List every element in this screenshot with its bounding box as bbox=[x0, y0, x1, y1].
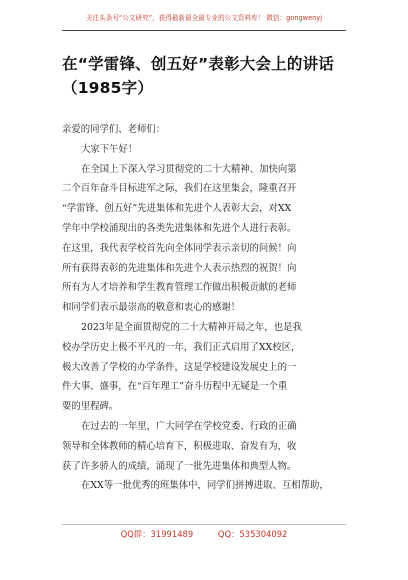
title-line: 在“学雷锋、创五好”表彰大会上的讲话 bbox=[62, 55, 334, 73]
paragraph-line: 件大事、盛事，在“百年理工”奋斗历程中无疑是一个重 bbox=[62, 381, 288, 393]
footer-divider bbox=[62, 524, 346, 525]
paragraph-line: 在这里，我代表学校首先向全体同学表示亲切的问候！向 bbox=[62, 242, 297, 254]
paragraph-line: 所有获得表彰的先进集体和先进个人表示热烈的祝贺！向 bbox=[62, 262, 297, 274]
title-word-count: （1985字） bbox=[62, 79, 154, 97]
paragraph-line: 在XX等一批优秀的班集体中，同学们拼搏进取、互相帮助， bbox=[81, 480, 329, 492]
footer-qq-group: QQ群：31991489 bbox=[120, 529, 194, 539]
paragraph-line: “学雷锋、创五好”先进集体和先进个人表彰大会，对XX bbox=[62, 203, 292, 215]
paragraph-line: 所有为人才培养和学生教育管理工作做出积极贡献的老师 bbox=[62, 282, 297, 294]
footer-qq: QQ：535304092 bbox=[217, 529, 288, 539]
paragraph-line: 学年中学校涌现出的各类先进集体和先进个人进行表彰。 bbox=[62, 222, 297, 234]
paragraph-line: 校办学历史上极不平凡的一年，我们正式启用了XX校区， bbox=[62, 341, 301, 353]
paragraph-line: 极大改善了学校的办学条件，这是学校建设发展史上的一 bbox=[62, 361, 297, 373]
header-banner: 关注头条号“公文研究”，获得最新最全最专业的公文资料库！ 微信：gongwenyj bbox=[85, 14, 323, 22]
salutation: 亲爱的同学们、老师们： bbox=[62, 124, 166, 135]
paragraph-line: 在全国上下深入学习贯彻党的二十大精神、加快向第 bbox=[81, 163, 297, 175]
header-divider bbox=[62, 30, 346, 31]
paragraph-line: 二个百年奋斗目标进军之际，我们在这里集会，隆重召开 bbox=[62, 183, 297, 195]
paragraph-line: 要的里程碑。 bbox=[62, 401, 119, 413]
paragraph-line: 领导和全体教师的精心培育下，积极进取、奋发有为，收 bbox=[62, 440, 297, 452]
paragraph-line: 获了许多骄人的成绩，涌现了一批先进集体和典型人物。 bbox=[62, 460, 297, 472]
footer bbox=[0, 528, 408, 540]
paragraph-line: 大家下午好！ bbox=[81, 143, 138, 155]
paragraph-line: 和同学们表示最崇高的敬意和衷心的感谢！ bbox=[62, 302, 241, 314]
paragraph-line: 在过去的一年里，广大同学在学校党委、行政的正确 bbox=[81, 420, 297, 432]
page-title bbox=[62, 52, 362, 100]
paragraph-line: 2023年是全面贯彻党的二十大精神开局之年，也是我 bbox=[81, 321, 302, 333]
document-body bbox=[62, 120, 354, 496]
